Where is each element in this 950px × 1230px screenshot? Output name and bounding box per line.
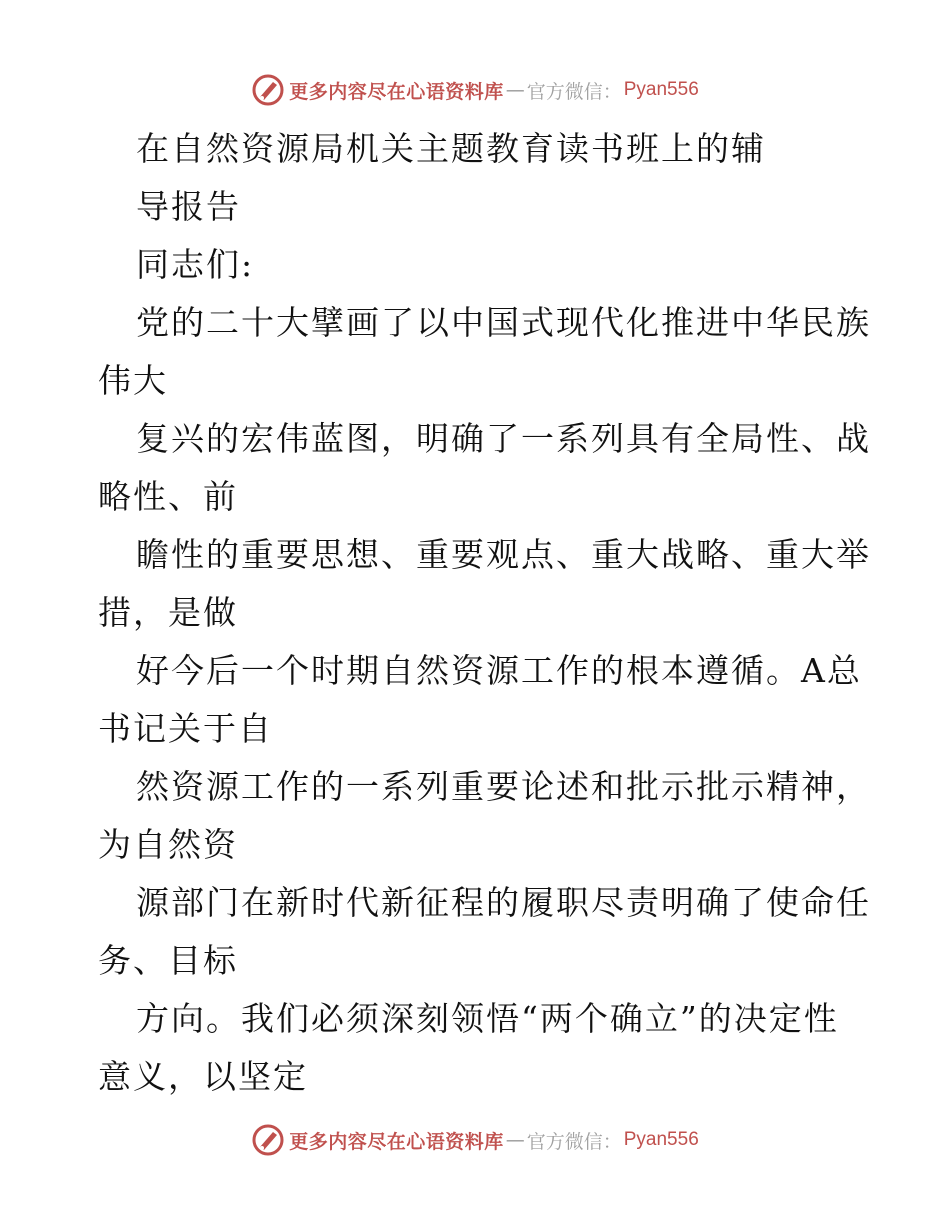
watermark-sub-text: 官方微信： (526, 80, 622, 103)
document-line: 同志们: (136, 245, 255, 284)
document-line: 复兴的宏伟蓝图，明确了一系列具有全局性、战 (136, 419, 871, 458)
watermark-main-text: 更多内容尽在心语资料库 (289, 80, 504, 103)
document-line: 源部门在新时代新征程的履职尽责明确了使命任 (136, 883, 871, 922)
watermark-main-text: 更多内容尽在心语资料库 (289, 1130, 504, 1153)
document-body (98, 120, 871, 1106)
pen-circle-icon (251, 73, 285, 107)
document-line: 然资源工作的一系列重要论述和批示批示精神， (136, 767, 871, 806)
document-line: 略性、前 (98, 477, 238, 516)
header-watermark (0, 70, 950, 110)
document-line: 务、目标 (98, 941, 238, 980)
document-line: 意义，以坚定 (98, 1057, 308, 1096)
document-line: 在自然资源局机关主题教育读书班上的辅 (136, 129, 766, 168)
footer-watermark (0, 1120, 950, 1160)
document-line: 措，是做 (98, 593, 238, 632)
watermark-sub-text: 官方微信： (526, 1130, 622, 1153)
watermark-dash: — (505, 1129, 525, 1151)
watermark-dash: — (505, 79, 525, 101)
watermark-handle: Pyan556 (623, 79, 699, 100)
document-line: 书记关于自 (98, 709, 273, 748)
pen-circle-icon (251, 1123, 285, 1157)
document-line: 伟大 (98, 361, 168, 400)
document-line: 党的二十大擘画了以中国式现代化推进中华民族 (136, 303, 871, 342)
watermark-handle: Pyan556 (623, 1129, 699, 1150)
document-line: 瞻性的重要思想、重要观点、重大战略、重大举 (136, 535, 871, 574)
document-line: 好今后一个时期自然资源工作的根本遵循。A总 (136, 651, 862, 690)
document-line: 为自然资 (98, 825, 238, 864)
document-line: 方向。我们必须深刻领悟“两个确立”的决定性 (136, 999, 839, 1038)
document-line: 导报告 (136, 187, 241, 226)
